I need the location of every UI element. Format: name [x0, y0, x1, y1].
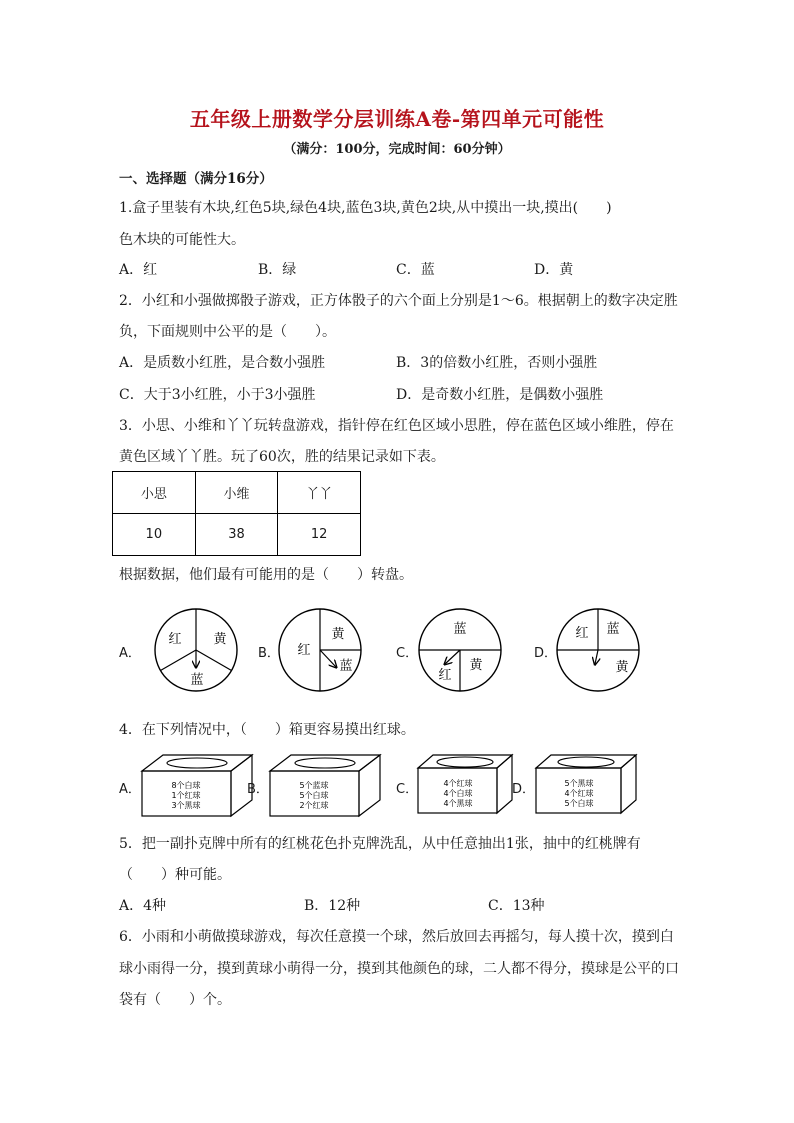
spinner-c	[419, 609, 501, 691]
box-b-line-1: 5个蓝球	[299, 781, 329, 790]
box-a-line-1: 8个白球	[171, 781, 201, 790]
box-c-line-3: 4个黑球	[443, 799, 473, 808]
question-6-line-1: 6．小雨和小萌做摸球游戏，每次任意摸一个球，然后放回去再摇匀，每人摸十次，摸到白	[119, 929, 674, 945]
question-5-line-1: 5．把一副扑克牌中所有的红桃花色扑克牌洗乱，从中任意抽出1张，抽中的红桃牌有	[119, 836, 641, 852]
question-1-option-a: A．红	[119, 262, 158, 278]
box-d-label: D．	[512, 782, 536, 797]
question-1-option-d: D．黄	[534, 262, 574, 278]
box-d	[536, 755, 636, 813]
table-cell: 10	[113, 514, 196, 556]
question-3-line-1: 3．小思、小维和丫丫玩转盘游戏，指针停在红色区域小思胜，停在蓝色区域小维胜，停在	[119, 418, 674, 434]
box-a-line-2: 1个红球	[171, 791, 201, 800]
box-c-label: C．	[396, 782, 419, 797]
question-2-option-a: A．是质数小红胜，是合数小强胜	[119, 355, 326, 371]
box-b-label: B．	[247, 782, 269, 797]
question-1-line-1: 1.盒子里装有木块,红色5块,绿色4块,蓝色3块,黄色2块,从中摸出一块,摸出( )	[119, 200, 612, 216]
spinner-c-blue: 蓝	[453, 622, 467, 637]
spinner-a	[155, 609, 237, 691]
question-1-option-b: B．绿	[258, 262, 297, 278]
spinner-c-label: C．	[396, 646, 419, 661]
box-d-line-2: 4个红球	[564, 789, 594, 798]
question-2-option-b: B．3的倍数小红胜，否则小强胜	[396, 355, 598, 371]
table-header-cell: 丫丫	[278, 472, 361, 514]
spinner-b-blue: 蓝	[339, 659, 353, 674]
question-3-prompt: 根据数据，他们最有可能用的是（ ）转盘。	[119, 567, 413, 583]
box-a-label: A．	[119, 782, 141, 797]
spinner-d-yellow: 黄	[615, 660, 629, 675]
spinner-a-yellow: 黄	[213, 632, 227, 647]
table-header-cell: 小维	[195, 472, 278, 514]
question-3-line-2: 黄色区域丫丫胜。玩了60次，胜的结果记录如下表。	[119, 449, 445, 465]
question-5-option-a: A．4种	[119, 898, 167, 914]
box-a-line-3: 3个黑球	[171, 801, 201, 810]
question-4-line-1: 4．在下列情况中，（ ）箱更容易摸出红球。	[119, 722, 415, 738]
box-c-line-1: 4个红球	[443, 779, 473, 788]
question-6-line-2: 球小雨得一分，摸到黄球小萌得一分，摸到其他颜色的球，二人都不得分，摸球是公平的口	[119, 961, 679, 977]
box-c	[418, 755, 512, 813]
question-1-line-2: 色木块的可能性大。	[119, 232, 245, 248]
question-5-line-2: （ ）种可能。	[119, 867, 231, 883]
spinner-a-blue: 蓝	[190, 673, 204, 688]
question-2-option-d: D．是奇数小红胜，是偶数小强胜	[396, 387, 604, 403]
question-6-line-3: 袋有（ ）个。	[119, 992, 231, 1008]
box-d-line-3: 5个白球	[564, 799, 594, 808]
spinner-c-red: 红	[438, 668, 452, 683]
box-a	[142, 755, 252, 816]
section-heading: 一、选择题（满分16分）	[119, 171, 273, 187]
table-cell: 38	[195, 514, 278, 556]
box-d-line-1: 5个黑球	[564, 779, 594, 788]
box-b-line-2: 5个白球	[299, 791, 329, 800]
box-b-line-3: 2个红球	[299, 801, 329, 810]
spinner-d-red: 红	[575, 626, 589, 641]
table-header-cell: 小思	[113, 472, 196, 514]
table-cell: 12	[278, 514, 361, 556]
spinner-d-label: D．	[534, 646, 558, 661]
spinner-b-label: B．	[258, 646, 280, 661]
box-b	[270, 755, 380, 816]
spinner-b-yellow: 黄	[331, 627, 345, 642]
spinner-d	[557, 609, 639, 691]
question-5-option-b: B．12种	[304, 898, 361, 914]
spinner-d-blue: 蓝	[606, 622, 620, 637]
spinner-c-yellow: 黄	[469, 658, 483, 673]
spinner-a-label: A．	[119, 646, 141, 661]
page-title: 五年级上册数学分层训练A卷-第四单元可能性	[189, 107, 605, 131]
question-1-option-c: C．蓝	[396, 262, 435, 278]
question-5-option-c: C．13种	[488, 898, 545, 914]
question-2-line-1: 2．小红和小强做掷骰子游戏，正方体骰子的六个面上分别是1～6。根据朝上的数字决定胜	[119, 293, 678, 309]
spinner-b-red: 红	[297, 643, 311, 658]
question-2-option-c: C．大于3小红胜，小于3小强胜	[119, 387, 316, 403]
question-2-line-2: 负，下面规则中公平的是（ ）。	[119, 324, 336, 340]
box-c-line-2: 4个白球	[443, 789, 473, 798]
spinner-a-red: 红	[168, 632, 182, 647]
spinner-b	[279, 609, 361, 691]
page-subtitle: （满分：100分，完成时间：60分钟）	[283, 142, 511, 157]
